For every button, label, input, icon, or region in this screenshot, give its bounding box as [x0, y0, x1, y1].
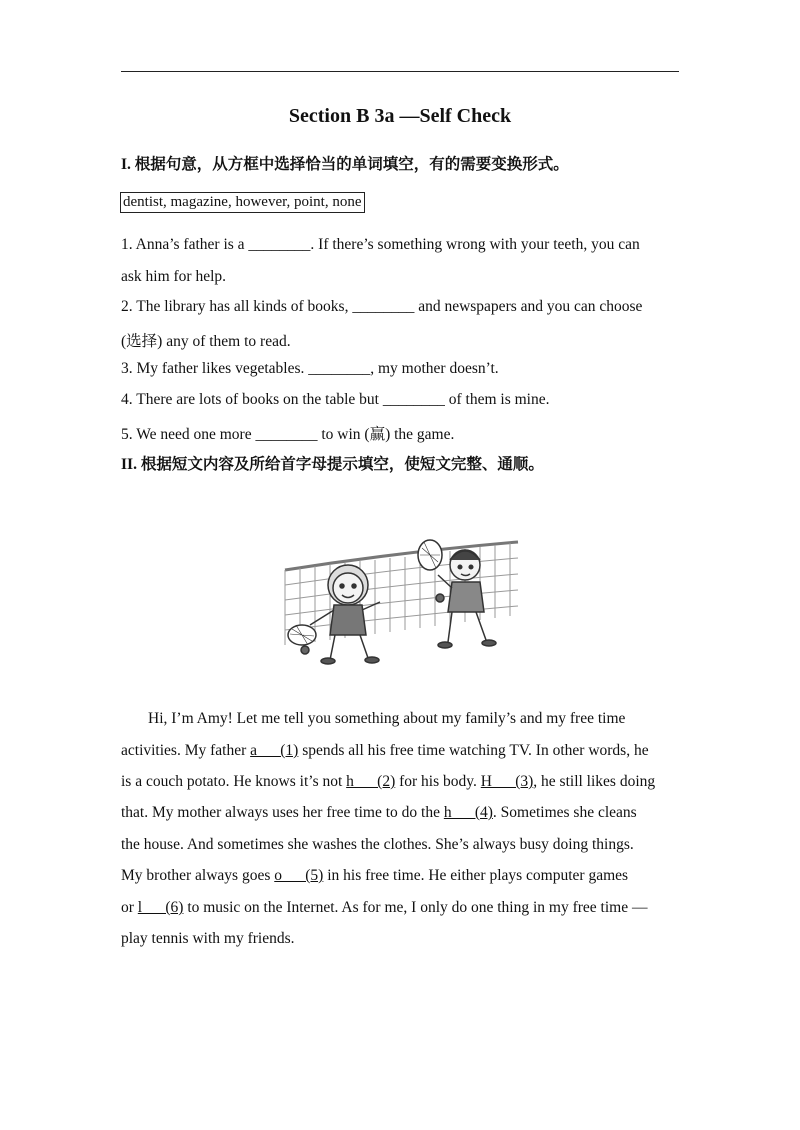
passage-line-1: Hi, I’m Amy! Let me tell you something about my family’s and my free time — [148, 710, 626, 727]
page-title: Section B 3a —Self Check — [288, 105, 512, 127]
blank-1: a___(1) — [250, 742, 299, 759]
passage-text: , he still likes doing — [533, 773, 656, 790]
part2-heading: II. 根据短文内容及所给首字母提示填空，使短文完整、通顺。 — [121, 456, 544, 473]
part1-heading: I. 根据句意，从方框中选择恰当的单词填空，有的需要变换形式。 — [121, 156, 569, 173]
passage-text: spends all his free time watching TV. In other words, he — [298, 742, 649, 759]
blank-2: h___(2) — [346, 773, 396, 790]
passage-line-4 — [121, 804, 637, 822]
question-2-line-1: 2. The library has all kinds of books, ________ and newspapers and you can choose — [121, 298, 643, 315]
question-3: 3. My father likes vegetables. ________, my mother doesn’t. — [121, 360, 499, 377]
passage-text: to music on the Internet. As for me, I only do one thing in my free time — — [183, 899, 648, 916]
question-2-line-2: (选择) any of them to read. — [121, 333, 291, 350]
top-rule — [121, 71, 679, 72]
passage-text: or — [121, 899, 138, 916]
blank-6: l___(6) — [137, 899, 184, 916]
question-1-line-2: ask him for help. — [121, 268, 227, 285]
passage-line-5: the house. And sometimes she washes the clothes. She’s always busy doing things. — [121, 836, 634, 853]
blank-4: h___(4) — [443, 804, 493, 821]
passage-text: . Sometimes she cleans — [492, 804, 637, 821]
passage-text: My brother always goes — [121, 867, 275, 884]
passage-text: in his free time. He either plays computer games — [323, 867, 629, 884]
passage-line-3 — [121, 773, 655, 791]
passage-text: for his body. — [395, 773, 481, 790]
question-5: 5. We need one more ________ to win (赢) the game. — [121, 426, 455, 443]
passage-line-7 — [121, 899, 647, 917]
passage-text: activities. My father — [121, 742, 251, 759]
question-4: 4. There are lots of books on the table but ________ of them is mine. — [121, 391, 550, 408]
blank-3: H___(3) — [480, 773, 534, 790]
passage-text: is a couch potato. He knows it’s not — [121, 773, 347, 790]
passage-text: that. My mother always uses her free time to do the — [121, 804, 444, 821]
blank-5: o___(5) — [274, 867, 324, 884]
passage-line-2 — [121, 742, 649, 760]
word-box: dentist, magazine, however, point, none — [120, 192, 365, 213]
children-playing-tennis-illustration — [280, 530, 520, 678]
passage-line-8: play tennis with my friends. — [121, 930, 295, 947]
passage-line-6 — [121, 867, 628, 885]
question-1-line-1: 1. Anna’s father is a ________. If there’s something wrong with your teeth, you can — [121, 236, 640, 253]
